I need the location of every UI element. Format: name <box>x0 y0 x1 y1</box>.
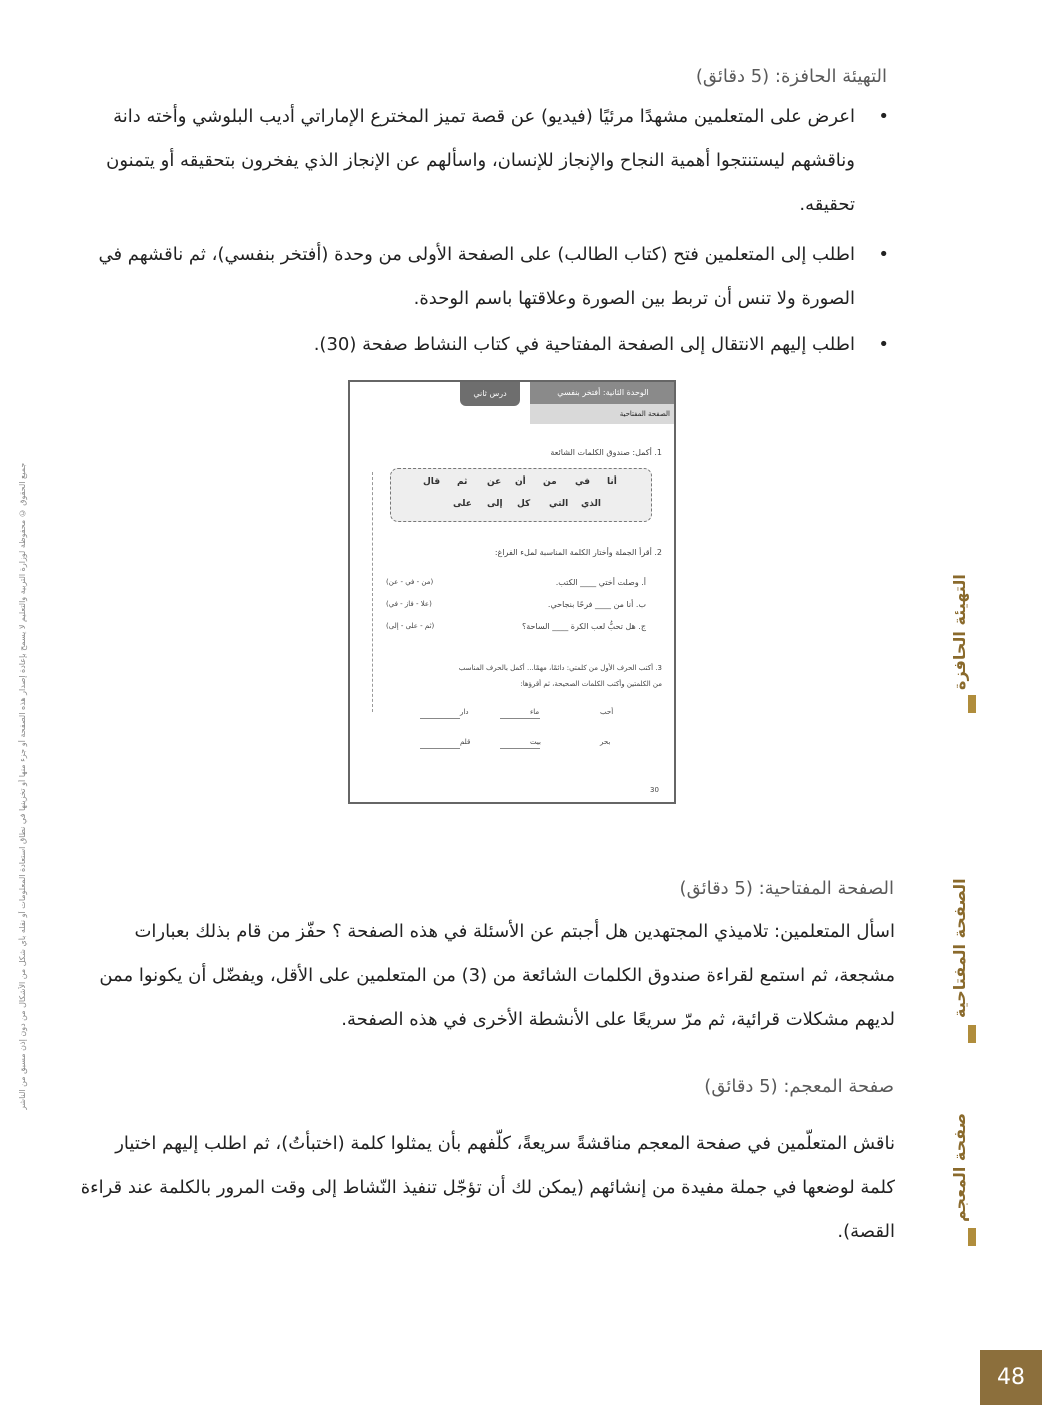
thumbnail-tab-lesson: درس ثاني <box>460 382 520 406</box>
thumbnail-q3-word: بحر <box>600 738 611 746</box>
word: أنا <box>607 477 617 487</box>
activity-page-thumbnail <box>348 380 676 804</box>
word: الذي <box>581 499 601 509</box>
thumbnail-q3-word: ماء <box>530 708 540 716</box>
key-page-paragraph: اسأل المتعلمين: تلاميذي المجتهدين هل أجبتم عن الأسئلة في هذه الصفحة ؟ حفّز من قام بذلك بعبارات مشجعة، ثم استمع لقراءة صندوق الكلمات الشائعة من (3) من المتعلمين على الأقل، ويفضّل أن يكونوا ممن لديهم مشكلات قرائية، ثم مرّ سريعًا على الأنشطة الأخرى في هذه الصفحة. <box>99 921 895 1030</box>
thumbnail-blank <box>500 748 540 749</box>
thumbnail-question-3: 3. أكتب الحرف الأول من كلمتي: دائمًا، مهمًا... أكمل بالحرف المناسب <box>458 664 662 672</box>
word: التي <box>549 499 569 509</box>
bullet-icon: • <box>878 106 889 127</box>
thumbnail-margin-line <box>372 472 373 712</box>
thumbnail-q3-word: أحب <box>600 708 614 716</box>
thumbnail-subheader: الصفحة المفتاحية <box>530 404 676 424</box>
thumbnail-q2-line: ب. أنا من ____ فرحًا بنجاحي. <box>547 600 646 609</box>
list-item <box>60 323 895 367</box>
thumbnail-page-number: 30 <box>650 786 659 794</box>
thumbnail-word-box <box>390 468 652 522</box>
thumbnail-q2-line: أ. وصلت أختي ____ الكتب. <box>555 578 646 587</box>
thumbnail-q3-word: قلم <box>460 738 471 746</box>
word: من <box>543 477 557 487</box>
word: قال <box>423 477 441 487</box>
page-number: 48 <box>980 1350 1042 1405</box>
section-heading-warmup: التهيئة الحافزة: (5 دقائق) <box>695 66 887 87</box>
sidebar-marker <box>968 1228 976 1246</box>
thumbnail-blank <box>500 718 540 719</box>
bullet-text: اطلب إليهم الانتقال إلى الصفحة المفتاحية في كتاب النشاط صفحة (30). <box>313 334 855 355</box>
sidebar-label-warmup: التهيئة الحافزة <box>950 574 969 690</box>
thumbnail-blank <box>420 748 460 749</box>
section-heading-dictionary: صفحة المعجم: (5 دقائق) <box>704 1076 894 1097</box>
sidebar-label-dictionary: صفحة المعجم <box>950 1112 969 1222</box>
word: عن <box>487 477 502 487</box>
warmup-bullet-list <box>60 95 895 367</box>
thumbnail-question-3b: من الكلمتين وأكتب الكلمات الصحيحة، ثم أقرؤها: <box>520 680 662 688</box>
word: كل <box>517 499 531 509</box>
dictionary-paragraph: ناقش المتعلّمين في صفحة المعجم مناقشةً سريعةً، كلّفهم بأن يمثلوا كلمة (اختبأتُ)، ثم اطلب إليهم اختيار كلمة لوضعها في جملة مفيدة من إنشائهم (يمكن لك أن تؤجّل تنفيذ النّشاط إلى وقت المرور بالكلمة عند قراءة القصة). <box>80 1133 895 1242</box>
thumbnail-q2-options: (ثم - على - إلى) <box>386 622 435 630</box>
thumbnail-question-1: 1. أكمل: صندوق الكلمات الشائعة <box>550 448 662 457</box>
thumbnail-q3-word: بيت <box>530 738 541 746</box>
list-item <box>60 95 895 227</box>
thumbnail-question-2: 2. أقرأ الجملة وأختار الكلمة المناسبة لملء الفراغ: <box>494 548 662 557</box>
thumbnail-blank <box>420 718 460 719</box>
word: إلى <box>487 499 503 509</box>
bullet-icon: • <box>878 334 889 355</box>
thumbnail-q2-options: (علا - فاز - في) <box>386 600 432 608</box>
bullet-text: اعرض على المتعلمين مشهدًا مرئيًا (فيديو) عن قصة تميز المخترع الإماراتي أديب البلوشي وأخته دانة وناقشهم ليستنتجوا أهمية النجاح والإنجاز للإنسان، واسألهم عن الإنجاز الذي يفخرون بتحقيقه أو يتمنون تحقيقه. <box>106 106 855 215</box>
word: على <box>453 499 472 509</box>
sidebar-marker <box>968 695 976 713</box>
word: في <box>575 477 590 487</box>
thumbnail-tab-unit: الوحدة الثانية: أفتخر بنفسي <box>530 382 676 404</box>
thumbnail-q3-word: دار <box>460 708 469 716</box>
sidebar-label-key-page: الصفحة المفتاحية <box>950 878 969 1018</box>
thumbnail-q2-line: ج. هل تحبُّ لعب الكرة ____ الساحة؟ <box>521 622 646 631</box>
thumbnail-q2-options: (من - في - عن) <box>386 578 434 586</box>
copyright-notice: جميع الحقوق © محفوظة لوزارة التربية والتعليم لا يسمح بإعادة إصدار هذه الصفحة أو جزء منها أو تخزينها في نطاق استعادة المعلومات أو نقله بأي شكل من الأشكال من دون إذن مسبق من الناشر <box>18 462 27 1110</box>
sidebar-marker <box>968 1025 976 1043</box>
bullet-icon: • <box>878 244 889 265</box>
word: ثم <box>457 477 468 487</box>
section-heading-key-page: الصفحة المفتاحية: (5 دقائق) <box>679 878 894 899</box>
list-item <box>60 233 895 321</box>
bullet-text: اطلب إلى المتعلمين فتح (كتاب الطالب) على الصفحة الأولى من وحدة (أفتخر بنفسي)، ثم ناقشهم في الصورة ولا تنس أن تربط بين الصورة وعلاقتها باسم الوحدة. <box>98 244 855 309</box>
word: أن <box>515 477 526 487</box>
